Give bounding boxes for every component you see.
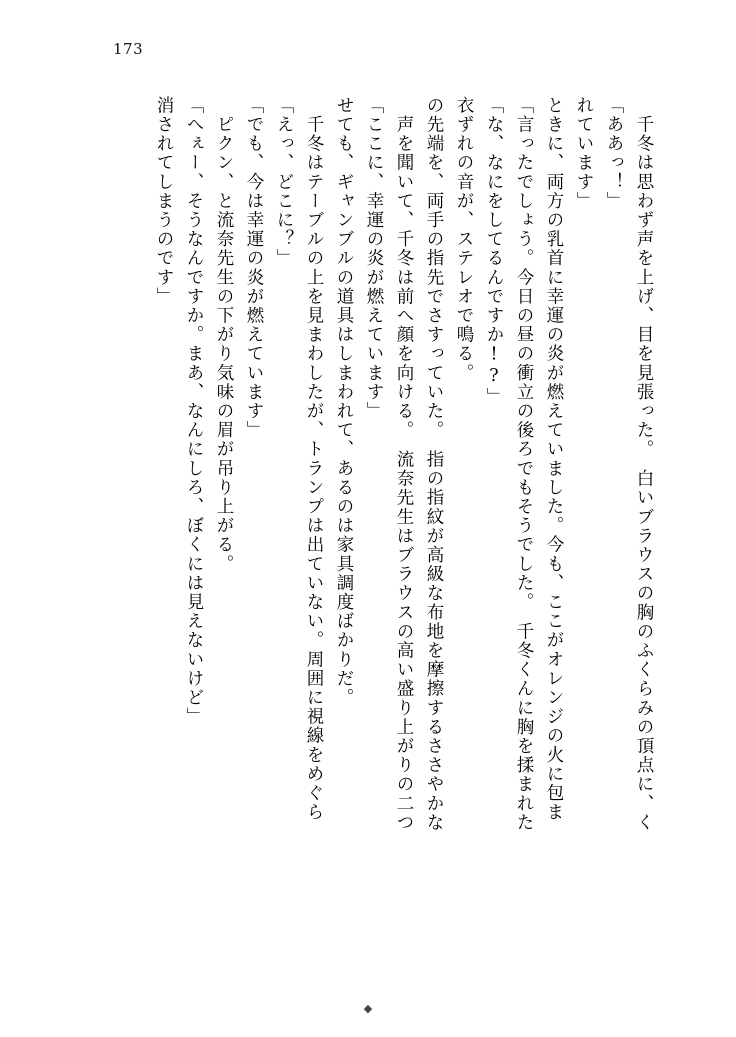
text-column: 「な、なにをしてるんですか!?」 <box>484 96 504 407</box>
text-column: 声を聞いて、千冬は前へ顔を向ける。 流奈先生はブラウスの高い盛り上がりの二つ <box>394 96 414 833</box>
text-column: 「えっ、どこに？」 <box>274 96 294 268</box>
text-column: ピクン、と流奈先生の下がり気味の眉が吊り上がる。 <box>214 96 234 574</box>
text-column: 衣ずれの音が、ステレオで鳴る。 <box>454 96 474 383</box>
text-column: れています」 <box>574 96 594 211</box>
text-column: 「ああっ！」 <box>604 96 624 211</box>
text-column: 千冬は思わず声を上げ、目を見張った。 白いブラウスの胸のふくらみの頂点に、く <box>634 96 654 833</box>
text-column: 「言ったでしょう。今日の昼の衝立の後ろでもそうでした。 千冬くんに胸を揉まれた <box>514 96 534 833</box>
page-number: 173 <box>113 40 144 58</box>
text-column: せても、ギャンブルの道具はしまわれて、あるのは家具調度ばかりだ。 <box>334 96 354 708</box>
text-column: 「でも、今は幸運の炎が燃えています」 <box>244 96 264 440</box>
vertical-text-body <box>82 96 652 996</box>
text-column: 千冬はテーブルの上を見まわしたが、トランプは出ていない。周囲に視線をめぐら <box>304 96 324 822</box>
text-column: ときに、両方の乳首に幸運の炎が燃えていました。今も、ここがオレンジの火に包ま <box>544 96 564 822</box>
footer-ornament: ◆ <box>363 1002 373 1015</box>
text-column: 「へぇー、そうなんですか。まあ、なんにしろ、ぼくには見えないけど」 <box>184 96 204 727</box>
text-column: の先端を、両手の指先でさすっていた。 指の指紋が高級な布地を摩擦するささやかな <box>424 96 444 833</box>
text-column: 消されてしまうのです」 <box>154 96 174 307</box>
text-column: 「ここに、幸運の炎が燃えています」 <box>364 96 384 421</box>
